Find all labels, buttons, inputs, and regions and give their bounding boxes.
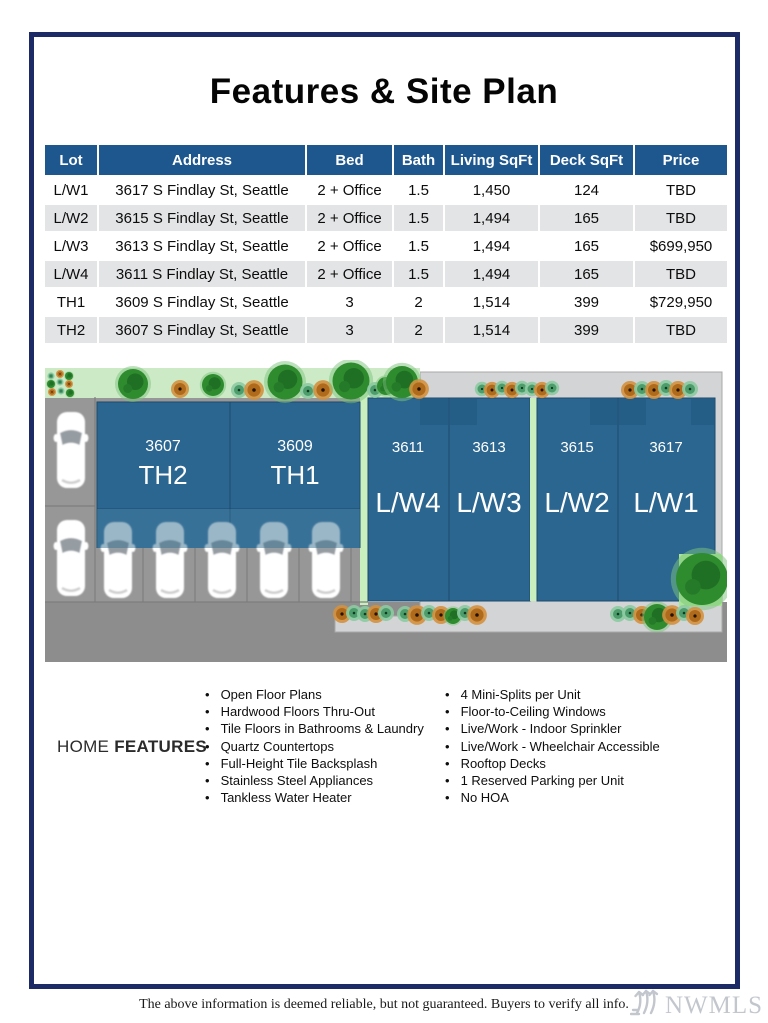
unit-number: 3607 [145,438,181,455]
feature-item: • Hardwood Floors Thru-Out [205,703,440,720]
feature-item: • Rooftop Decks [445,755,705,772]
table-cell: 3613 S Findlay St, Seattle [98,232,306,260]
page-title: Features & Site Plan [209,72,559,111]
table-cell: TBD [634,204,728,232]
table-header [44,144,728,176]
unit-number: 3617 [649,439,683,456]
feature-item: • Live/Work - Indoor Sprinkler [445,720,705,737]
unit-number: 3615 [560,439,594,456]
table-cell: TBD [634,260,728,288]
table-header-row [44,144,728,176]
table-cell: 1.5 [393,176,444,204]
feature-item: • No HOA [445,789,705,806]
features-heading-light: HOME [57,737,115,756]
feature-item: • Open Floor Plans [205,686,440,703]
column-header: Bed [306,144,393,176]
table-cell: 124 [539,176,634,204]
unit-label: TH2 [138,460,188,490]
column-header: Bath [393,144,444,176]
table-cell: 165 [539,260,634,288]
listings-table [43,143,729,345]
corner-tree [671,548,727,610]
feature-item: • Floor-to-Ceiling Windows [445,703,705,720]
home-features-list-right [445,686,705,806]
table-cell: 2 [393,316,444,344]
nwmls-watermark [630,988,763,1020]
feature-item: • Stainless Steel Appliances [205,772,440,789]
table-cell: 399 [539,316,634,344]
table-cell: 165 [539,204,634,232]
table-cell: 1.5 [393,232,444,260]
column-header: Living SqFt [444,144,539,176]
table-cell: 1.5 [393,204,444,232]
table-cell: TBD [634,176,728,204]
table-cell: 3 [306,316,393,344]
table-body [44,176,728,344]
unit-label: L/W2 [544,487,610,518]
column-header: Address [98,144,306,176]
table-cell: 3607 S Findlay St, Seattle [98,316,306,344]
table-cell: 3617 S Findlay St, Seattle [98,176,306,204]
feature-item: • 4 Mini-Splits per Unit [445,686,705,703]
carport-canopy [97,509,360,548]
table-cell: $729,950 [634,288,728,316]
building-th2 [97,402,230,509]
table-row [44,316,728,344]
home-features-list-left [205,686,440,806]
table-cell: 1.5 [393,260,444,288]
table-cell: $699,950 [634,232,728,260]
table-row [44,204,728,232]
unit-label: L/W1 [633,487,699,518]
table-cell: 399 [539,288,634,316]
table-cell: TH1 [44,288,98,316]
table-cell: L/W3 [44,232,98,260]
table-cell: 3615 S Findlay St, Seattle [98,204,306,232]
feature-item: • Tankless Water Heater [205,789,440,806]
unit-number: 3613 [472,439,506,456]
unit-number: 3611 [391,439,425,456]
table-cell: TH2 [44,316,98,344]
table-cell: 2 + Office [306,232,393,260]
unit-label: L/W4 [375,487,441,518]
watermark-text: NWMLS [664,992,763,1019]
table-cell: 3611 S Findlay St, Seattle [98,260,306,288]
features-heading-bold: FEATURES [114,737,207,756]
table-cell: 2 [393,288,444,316]
table-cell: TBD [634,316,728,344]
column-header: Price [634,144,728,176]
unit-number: 3609 [277,438,313,455]
table-cell: L/W4 [44,260,98,288]
table-cell: 1,450 [444,176,539,204]
table-cell: 1,514 [444,288,539,316]
table-cell: 1,494 [444,204,539,232]
table-row [44,176,728,204]
table-row [44,232,728,260]
table-cell: 3 [306,288,393,316]
column-header: Deck SqFt [539,144,634,176]
feature-item: • 1 Reserved Parking per Unit [445,772,705,789]
table-cell: L/W2 [44,204,98,232]
column-header: Lot [44,144,98,176]
table-cell: 1,494 [444,232,539,260]
table-cell: L/W1 [44,176,98,204]
table-cell: 2 + Office [306,176,393,204]
disclaimer-text: The above information is deemed reliable, but not guaranteed. Buyers to verify all info. [139,997,629,1012]
table-cell: 1,514 [444,316,539,344]
car-icon [54,412,89,488]
table-cell: 1,494 [444,260,539,288]
table-cell: 2 + Office [306,260,393,288]
unit-label: TH1 [270,460,320,490]
features-heading [57,737,207,757]
building-th1 [230,402,360,509]
feature-item: • Live/Work - Wheelchair Accessible [445,738,705,755]
table-cell: 2 + Office [306,204,393,232]
site-plan [45,360,727,665]
nwmls-logo-icon [630,988,664,1018]
unit-label: L/W3 [456,487,522,518]
table-row [44,288,728,316]
table-row [44,260,728,288]
table-cell: 165 [539,232,634,260]
table-cell: 3609 S Findlay St, Seattle [98,288,306,316]
feature-item: • Quartz Countertops [205,738,440,755]
feature-item: • Tile Floors in Bathrooms & Laundry [205,720,440,737]
feature-item: • Full-Height Tile Backsplash [205,755,440,772]
car-icon [54,520,89,596]
